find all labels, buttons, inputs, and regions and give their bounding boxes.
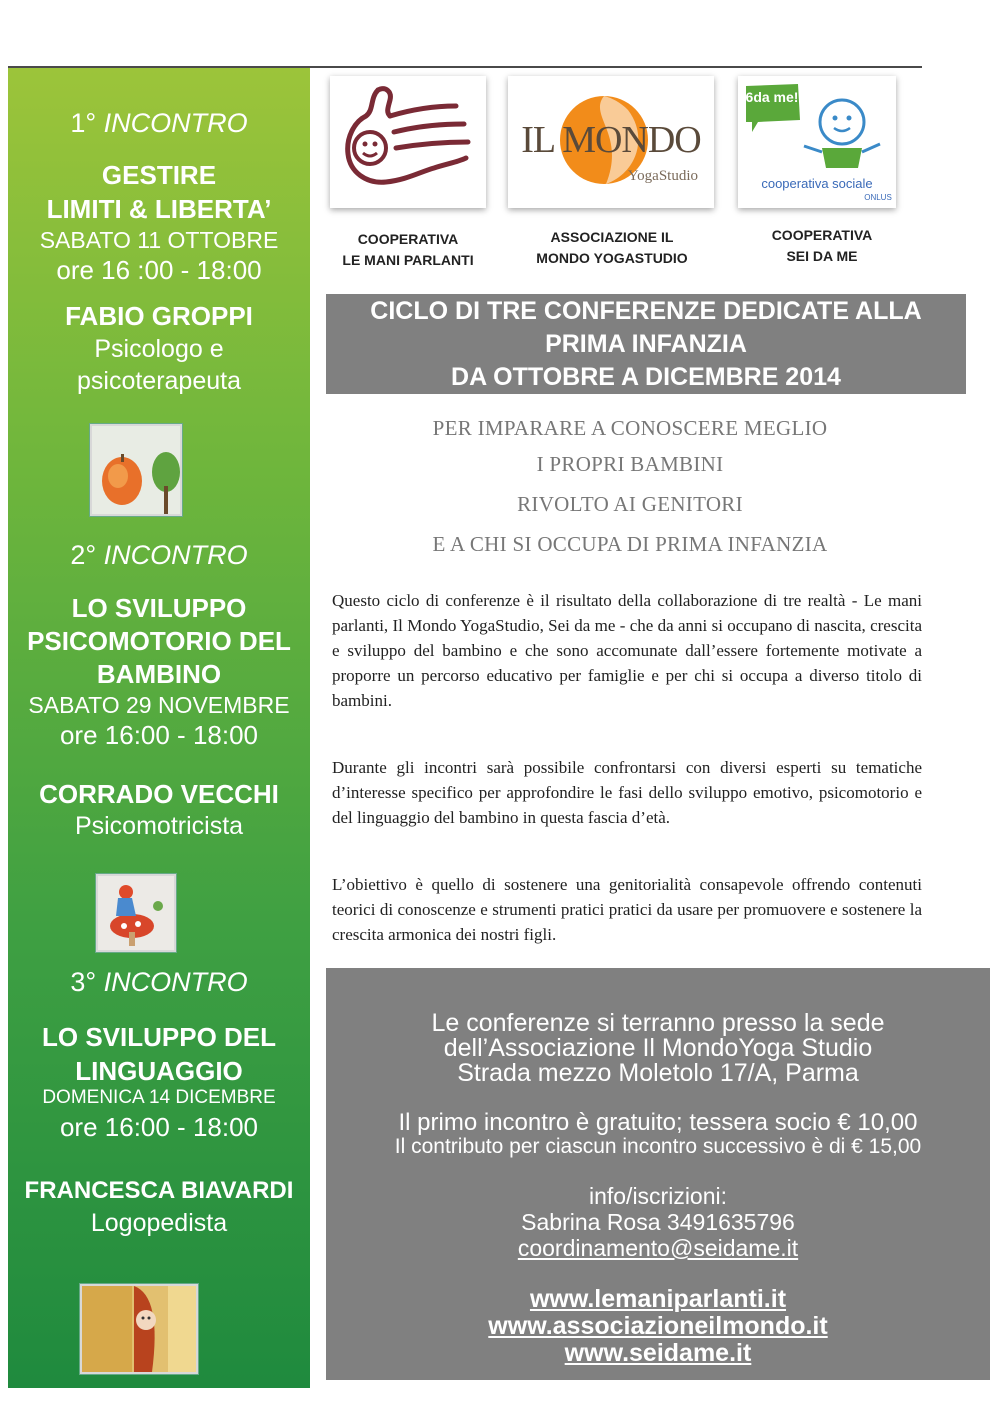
meeting-3-speaker: FRANCESCA BIAVARDI — [24, 1177, 294, 1204]
paragraph-objective: L’obiettivo è quello di sostenere una genitorialità consapevole offrendo contenuti teorici di conoscenze e strumenti pratici pratici da usare per promuovere e sostenere la crescita armonica dei nostri figli. — [332, 875, 922, 944]
contact-name: Sabrina Rosa 3491635796 — [521, 1209, 795, 1235]
svg-text:6da me!: 6da me! — [745, 89, 799, 105]
meeting-3-date: DOMENICA 14 DICEMBRE — [42, 1087, 276, 1108]
price-line-2: Il contributo per ciascun incontro successivo è di € 15,00 — [394, 1135, 922, 1158]
svg-text:cooperativa sociale: cooperativa sociale — [761, 176, 873, 191]
meeting-1-title: GESTIRE LIMITI & LIBERTA’ — [46, 160, 272, 224]
meeting-3-role: Logopedista — [90, 1209, 228, 1237]
fruit-drawing-icon — [92, 426, 180, 514]
contact-label: info/iscrizioni: — [588, 1183, 728, 1209]
venue-text: Le conferenze si terranno presso la sede dell’Associazione Il MondoYoga Studio Strada mezzo Moletolo 17/A, Parma — [431, 1009, 885, 1087]
subtitle-line-2: I PROPRI BAMBINI — [536, 452, 724, 476]
caption-sei-da-me: COOPERATIVA SEI DA ME — [771, 227, 873, 264]
meeting-1-role: Psicologo e psicoterapeuta — [76, 335, 241, 395]
website-link-associazioneilmondo[interactable]: www.associazioneilmondo.it — [488, 1312, 828, 1340]
meeting-1-date: SABATO 11 OTTOBRE — [39, 227, 279, 253]
website-link-seidame[interactable]: www.seidame.it — [564, 1339, 752, 1367]
svg-text:YogaStudio: YogaStudio — [627, 168, 698, 184]
meeting-1-ordinal: 1° INCONTRO — [70, 108, 248, 138]
meeting-2-title: LO SVILUPPO PSICOMOTORIO DEL BAMBINO — [27, 593, 291, 689]
paragraph-experts: Durante gli incontri sarà possibile confrontarsi con diversi esperti su tematiche d’interesse specifico per approfondire le fasi dello sviluppo emotivo, psicomotorio e del linguaggio del bambino in questa fascia d’età. — [332, 758, 922, 827]
svg-text:ONLUS: ONLUS — [864, 193, 892, 202]
info-panel — [326, 968, 990, 1380]
drawing-thumbnail-2 — [96, 874, 176, 952]
caption-il-mondo: ASSOCIAZIONE IL MONDO YOGASTUDIO — [536, 229, 688, 266]
meeting-2-date: SABATO 29 NOVEMBRE — [28, 692, 290, 718]
meeting-1-time: ore 16 :00 - 18:00 — [56, 255, 262, 285]
caption-mani-parlanti: COOPERATIVA LE MANI PARLANTI — [342, 231, 474, 268]
price-line-1: Il primo incontro è gratuito; tessera socio € 10,00 — [398, 1109, 918, 1136]
subtitle-line-4: E A CHI SI OCCUPA DI PRIMA INFANZIA — [432, 532, 828, 556]
contact-email-link[interactable]: coordinamento@seidame.it — [517, 1235, 799, 1261]
meeting-3-title: LO SVILUPPO DEL LINGUAGGIO — [41, 1022, 277, 1086]
title-banner: CICLO DI TRE CONFERENZE DEDICATE ALLA PRIMA INFANZIA DA OTTOBRE A DICEMBRE 2014 — [326, 294, 966, 394]
drawing-thumbnail-1 — [90, 424, 182, 516]
child-drawing-icon — [98, 876, 174, 950]
hand-logo-icon — [330, 76, 486, 208]
il-mondo-logo-icon — [508, 76, 714, 208]
subtitle-line-3: RIVOLTO AI GENITORI — [517, 492, 743, 516]
meeting-3-ordinal: 3° INCONTRO — [70, 967, 248, 997]
sidebar — [8, 68, 310, 1388]
drawing-thumbnail-3 — [80, 1284, 198, 1374]
logo-mani-parlanti — [330, 76, 486, 208]
window-drawing-icon — [82, 1286, 196, 1372]
logo-il-mondo — [508, 76, 714, 208]
meeting-1-speaker: FABIO GROPPI — [65, 301, 253, 331]
logo-sei-da-me — [738, 76, 896, 208]
meeting-3-time: ore 16:00 - 18:00 — [59, 1112, 259, 1142]
svg-text:IL MONDO: IL MONDO — [521, 119, 701, 161]
subtitle-line-1: PER IMPARARE A CONOSCERE MEGLIO — [432, 416, 828, 440]
meeting-2-ordinal: 2° INCONTRO — [70, 540, 248, 570]
meeting-2-role: Psicomotricista — [74, 812, 244, 840]
meeting-2-speaker: CORRADO VECCHI — [39, 779, 279, 809]
meeting-2-time: ore 16:00 - 18:00 — [59, 720, 259, 750]
sei-da-me-logo-icon — [738, 76, 896, 208]
website-link-lemaniparlanti[interactable]: www.lemaniparlanti.it — [529, 1285, 787, 1313]
paragraph-intro: Questo ciclo di conferenze è il risultato della collaborazione di tre realtà - Le mani parlanti, Il Mondo YogaStudio, Sei da me - che da anni si occupano di nascita, crescita e sviluppo del bambino e che sono accomunate dall’essere fortemente motivate a proporre un percorso educativo per famiglie e per chi si occupa a diverso titolo di bambini. — [332, 591, 922, 710]
